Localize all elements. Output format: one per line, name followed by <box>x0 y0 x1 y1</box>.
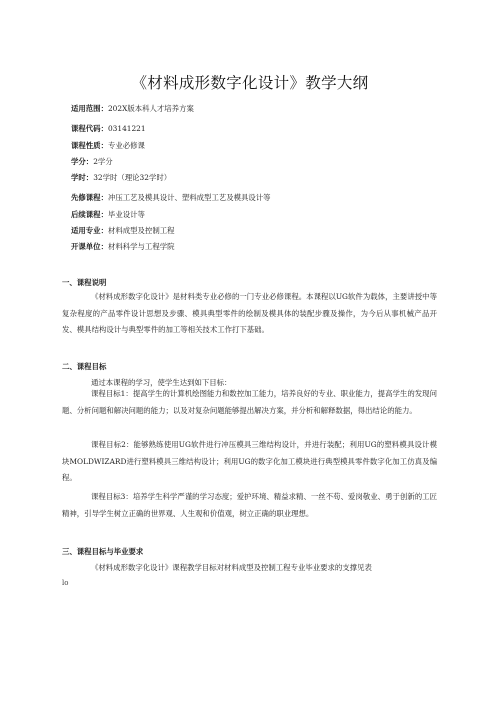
course-goal-2: 课程目标2：能够熟练使用UG软件进行冲压模具三维结构设计，并进行装配；利用UG的塑料模具设计模块MOLDWIZARD进行塑料模具三维结构设计；利用UG的数字化加工模块进行典型模具零件数字化加工仿真及编程。 <box>62 440 437 482</box>
meta-scope: 适用范围：202X版本科人才培养方案 <box>71 104 194 113</box>
meta-department: 开课单位：材料科学与工程学院 <box>71 242 175 251</box>
section-3-intro: 《材料成形数字化设计》课程教学目标对材料成型及控制工程专业毕业要求的支撑见表 <box>91 563 372 572</box>
course-goal-1: 课程目标1：提高学生的计算机绘图能力和数控加工能力，培养良好的专业、职业能力，提高学生的发现问题、分析问题和解决问题的能力；以及对复杂问题能够提出解决方案，并分析和解释数据，得出结论的能力。 <box>62 389 437 415</box>
section-1-paragraph: 《材料成形数字化设计》是材料类专业必修的一门专业必修课程。本课程以UG软件为载体，主要讲授中等复杂程度的产品零件设计思想及步骤、模具典型零件的绘制及模具体的装配步骤及操作，为今后从事机械产品开发、模具结构设计与典型零件的加工等相关技术工作打下基础。 <box>62 292 437 334</box>
section-2-intro: 通过本课程的学习，使学生达到如下目标： <box>91 378 232 387</box>
meta-hours: 学时：32学时（理论32学时） <box>71 173 172 182</box>
meta-course-nature: 课程性质：专业必修课 <box>71 141 145 150</box>
meta-prerequisites: 先修课程：冲压工艺及模具设计、塑料成型工艺及模具设计等 <box>71 193 271 202</box>
footer-mark: lo <box>62 579 69 587</box>
meta-major: 适用专业：材料成型及控制工程 <box>71 226 175 235</box>
meta-follow-up: 后续课程：毕业设计等 <box>71 210 145 219</box>
section-heading-2: 二、课程目标 <box>62 362 107 371</box>
document-title: 《材料成形数字化设计》教学大纲 <box>131 74 369 92</box>
section-heading-3: 三、课程目标与毕业要求 <box>62 547 144 556</box>
meta-credits: 学分：2学分 <box>71 157 113 166</box>
course-goal-3: 课程目标3：培养学生科学严谨的学习态度；爱护环境、精益求精、一丝不苟、爱岗敬业、勇于创新的工匠精神，引导学生树立正确的世界观、人生观和价值观，树立正确的职业理想。 <box>62 492 437 518</box>
meta-course-code: 课程代码：03141221 <box>71 124 146 133</box>
section-heading-1: 一、课程说明 <box>62 278 107 287</box>
